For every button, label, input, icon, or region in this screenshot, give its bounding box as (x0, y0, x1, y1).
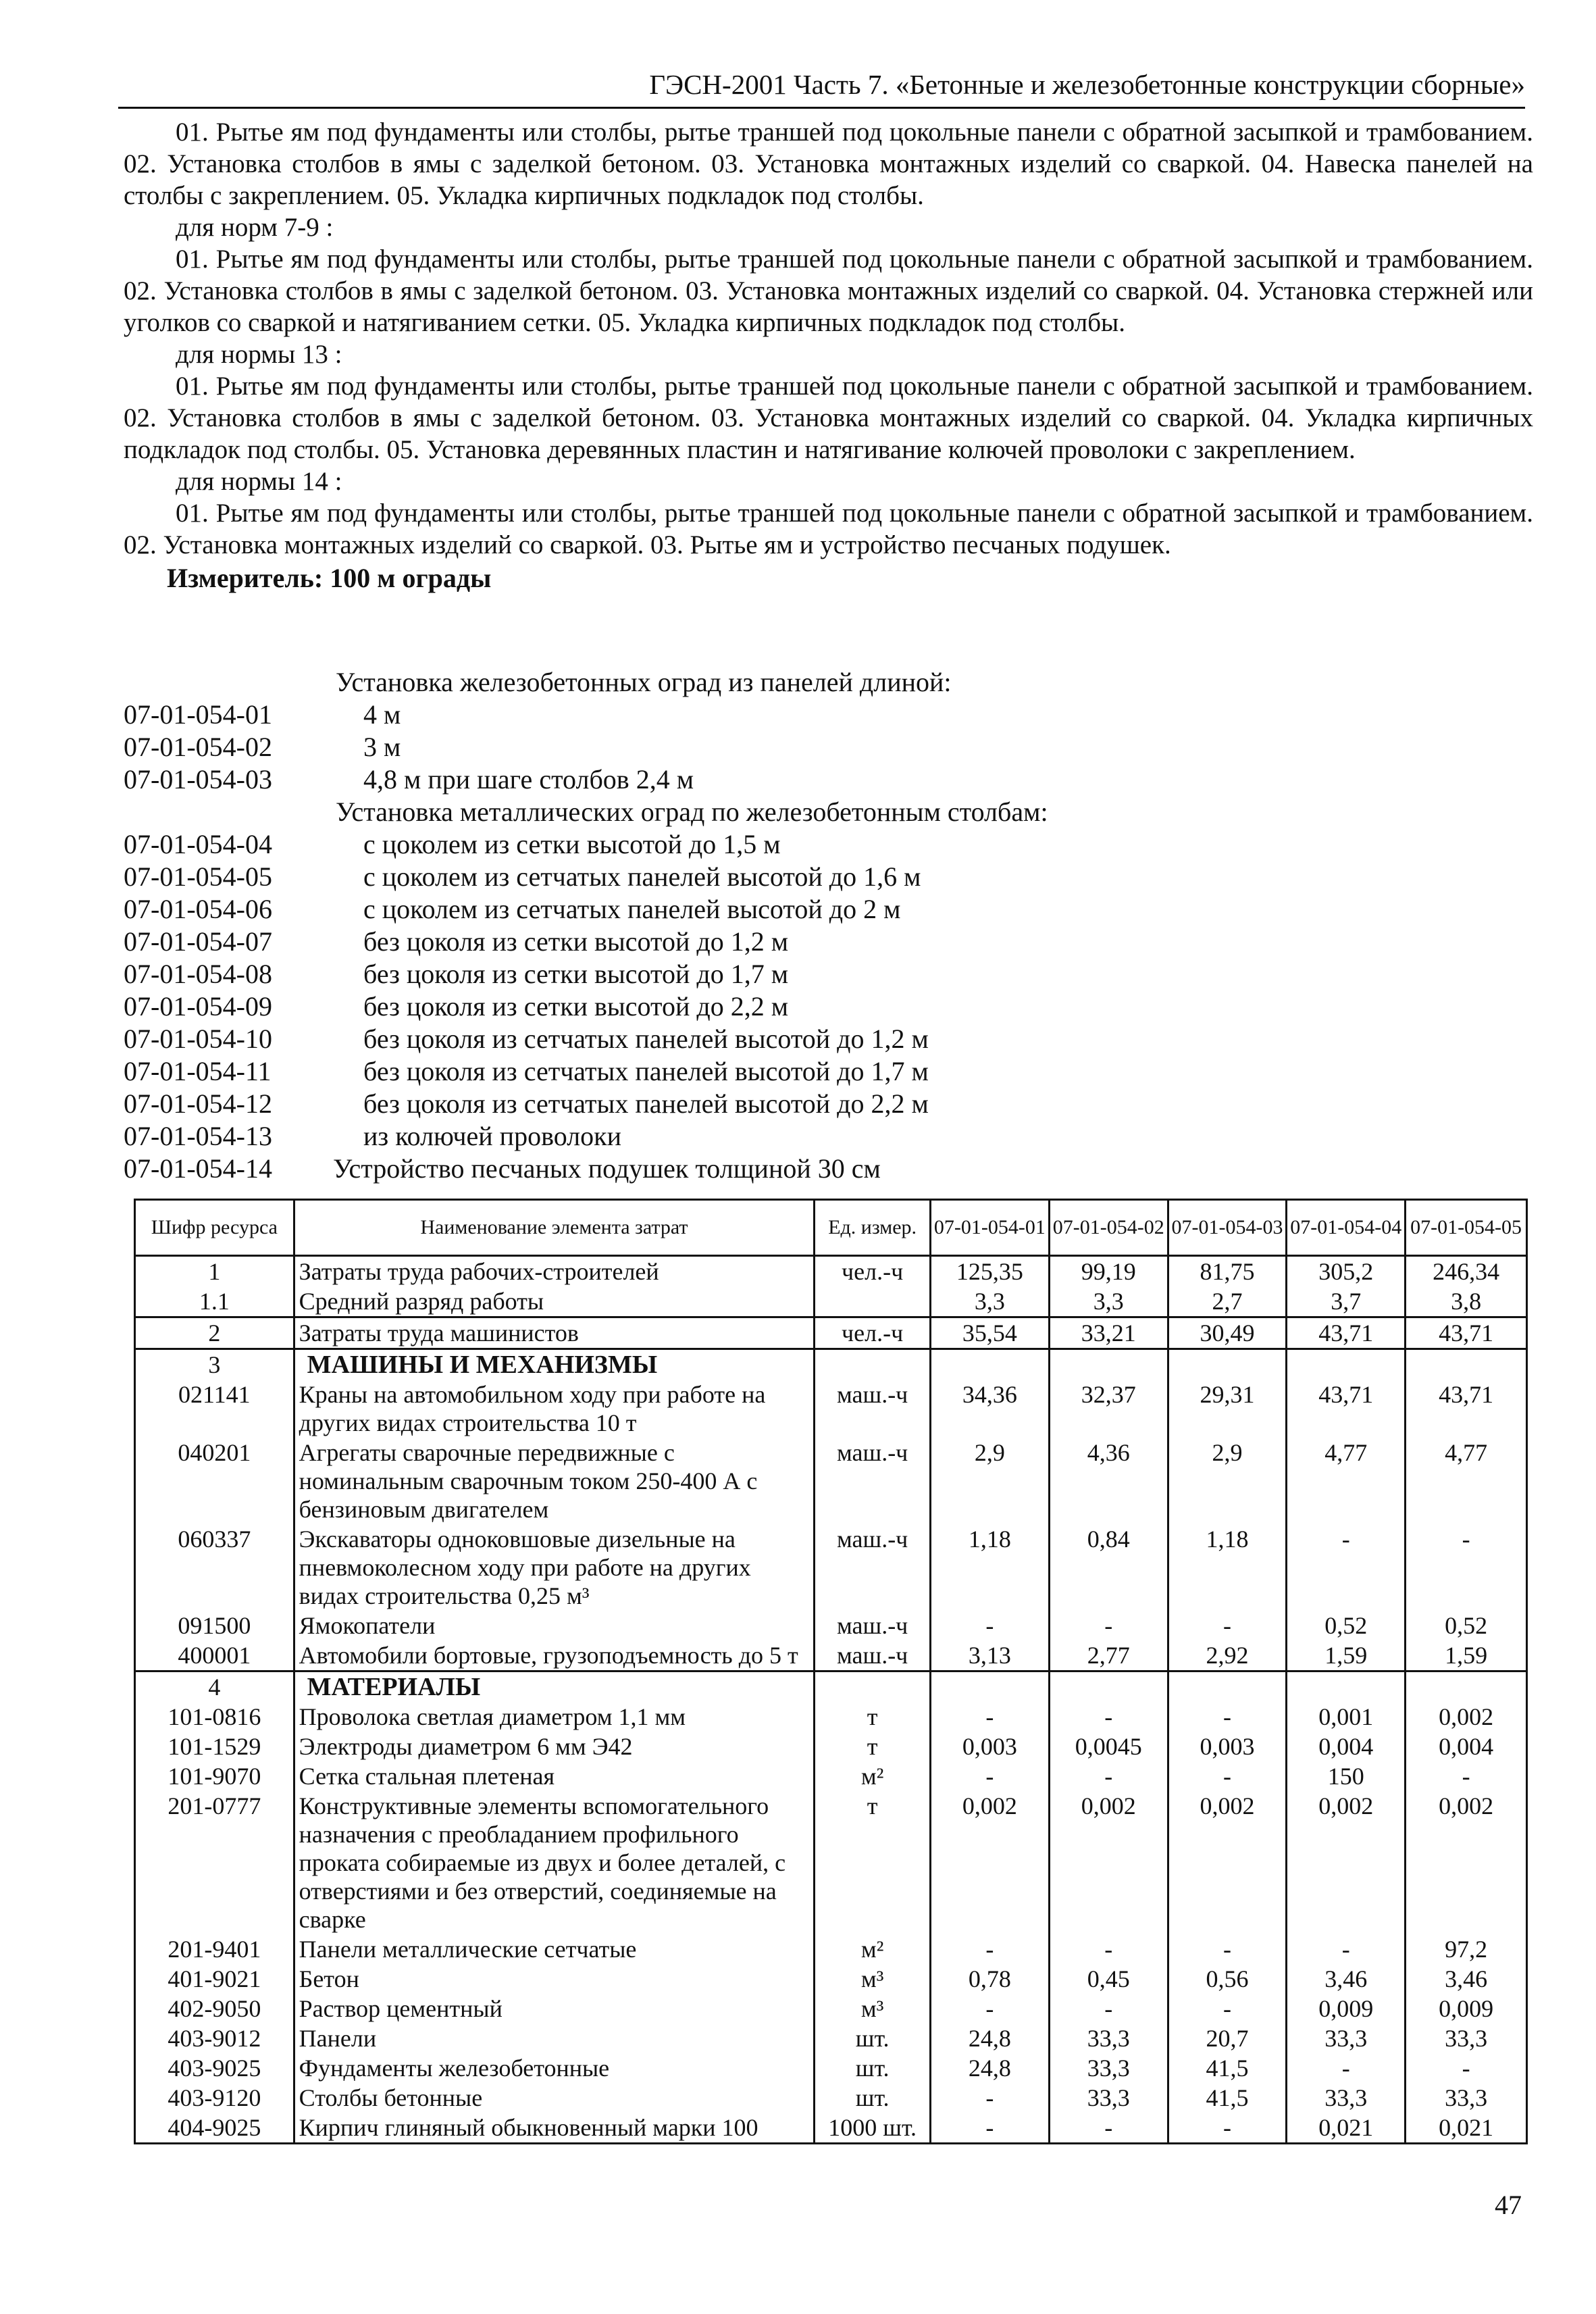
column-header: 07-01-054-02 (1049, 1200, 1168, 1256)
table-row (135, 1438, 1527, 1524)
norm-code: 07-01-054-10 (124, 1024, 272, 1054)
work-description: 01. Рытье ям под фундаменты или столбы, рытье траншей под цокольные панели с обратной засыпкой и трамбованием. 02. Установка столбов в ямы с заделкой бетоном. 03. Установка монтажных изделий со сваркой. 04. Установка стержней или уголков со сваркой и натягиванием сетки. 05. Укладка кирпичных подкладок под столбы. (124, 245, 1533, 337)
norm-item (124, 1055, 1533, 1088)
resource-unit: м³ (815, 1994, 931, 2023)
norm-value: 99,19 (1049, 1256, 1168, 1287)
norm-value: 246,34 (1406, 1256, 1527, 1287)
resource-name: Экскаваторы одноковшовые дизельные на пневмоколесном ходу при работе на других видах строительства 0,25 м³ (294, 1524, 815, 1611)
norm-value: - (931, 1611, 1050, 1640)
table-row (135, 2053, 1527, 2083)
table-row (135, 1791, 1527, 1934)
resource-name: Электроды диаметром 6 мм Э42 (294, 1732, 815, 1761)
resource-unit (815, 1286, 931, 1317)
norm-value: 33,3 (1049, 2023, 1168, 2053)
norm-value: 3,3 (1049, 1286, 1168, 1317)
resource-unit: т (815, 1732, 931, 1761)
norm-title: без цоколя из сетчатых панелей высотой до 2,2 м (363, 1088, 929, 1119)
resource-code: 101-0816 (135, 1702, 294, 1732)
norm-value: - (1168, 1702, 1287, 1732)
norm-value: - (1406, 2053, 1527, 2083)
norm-value: 1,18 (1168, 1524, 1287, 1611)
table-row (135, 1732, 1527, 1761)
norm-value: 43,71 (1406, 1317, 1527, 1349)
norm-code: 07-01-054-14 (124, 1153, 272, 1184)
norm-item (124, 828, 1533, 861)
table-row (135, 1256, 1527, 1287)
norm-value: 0,84 (1049, 1524, 1168, 1611)
norm-value: - (1406, 1524, 1527, 1611)
resource-name: Конструктивные элементы вспомогательного назначения с преобладанием профильного проката собираемые из двух и более деталей, с отверстиями и без отверстий, соединяемые на сварке (294, 1791, 815, 1934)
resource-unit: шт. (815, 2023, 931, 2053)
norm-title: с цоколем из сетки высотой до 1,5 м (363, 829, 781, 859)
resource-name: Затраты труда машинистов (294, 1317, 815, 1349)
norm-value: 33,3 (1406, 2083, 1527, 2113)
norm-value (1406, 1671, 1527, 1703)
norm-value (1049, 1671, 1168, 1703)
table-header-row (135, 1200, 1527, 1256)
column-header: 07-01-054-03 (1168, 1200, 1287, 1256)
norm-code: 07-01-054-07 (124, 926, 272, 957)
table-row (135, 1317, 1527, 1349)
resource-code: 101-1529 (135, 1732, 294, 1761)
resource-unit: чел.-ч (815, 1317, 931, 1349)
norm-value: - (1168, 1994, 1287, 2023)
table-row (135, 1286, 1527, 1317)
norm-scope-label: для нормы 13 : (176, 340, 342, 369)
table-row (135, 2023, 1527, 2053)
resource-unit: т (815, 1702, 931, 1732)
norm-value: 0,002 (1406, 1791, 1527, 1934)
norm-value: - (931, 2083, 1050, 2113)
table-row (135, 1349, 1527, 1380)
norm-value: - (1049, 1702, 1168, 1732)
norm-value: 0,004 (1406, 1732, 1527, 1761)
norm-value: 1,59 (1406, 1640, 1527, 1671)
norm-code: 07-01-054-02 (124, 732, 272, 762)
norm-value: 3,46 (1406, 1964, 1527, 1994)
table-row (135, 1671, 1527, 1703)
resource-unit: 1000 шт. (815, 2113, 931, 2144)
norm-title: с цоколем из сетчатых панелей высотой до 1,6 м (363, 861, 921, 892)
resource-code: 1.1 (135, 1286, 294, 1317)
table-row (135, 2113, 1527, 2144)
norm-value: - (1049, 1761, 1168, 1791)
norm-code: 07-01-054-11 (124, 1056, 272, 1086)
resource-unit: шт. (815, 2083, 931, 2113)
norm-value: 33,3 (1287, 2083, 1406, 2113)
norm-value: 0,003 (931, 1732, 1050, 1761)
norm-value: 3,8 (1406, 1286, 1527, 1317)
measure-value: 100 м ограды (330, 563, 492, 593)
resource-name: Автомобили бортовые, грузоподъемность до 5 т (294, 1640, 815, 1671)
column-header: Шифр ресурса (135, 1200, 294, 1256)
page-number: 47 (1495, 2190, 1522, 2220)
norm-value: - (1287, 1934, 1406, 1964)
resource-name: Краны на автомобильном ходу при работе на других видах строительства 10 т (294, 1380, 815, 1438)
norm-value: - (1049, 1994, 1168, 2023)
norm-value: 34,36 (931, 1380, 1050, 1438)
resource-name: Агрегаты сварочные передвижные с номинальным сварочным током 250-400 А с бензиновым двигателем (294, 1438, 815, 1524)
resource-unit (815, 1349, 931, 1380)
norm-value: 2,7 (1168, 1286, 1287, 1317)
resource-name: Бетон (294, 1964, 815, 1994)
column-header: Ед. измер. (815, 1200, 931, 1256)
norm-value: - (1168, 1934, 1287, 1964)
resource-unit: чел.-ч (815, 1256, 931, 1287)
norm-value: - (1168, 1761, 1287, 1791)
norm-value: - (931, 1702, 1050, 1732)
resource-unit: маш.-ч (815, 1524, 931, 1611)
norm-code: 07-01-054-13 (124, 1121, 272, 1151)
norm-value: 33,3 (1406, 2023, 1527, 2053)
resource-unit: маш.-ч (815, 1640, 931, 1671)
norm-value (1168, 1671, 1287, 1703)
norm-value: - (1049, 1611, 1168, 1640)
norm-value: 0,002 (1287, 1791, 1406, 1934)
norm-value: 97,2 (1406, 1934, 1527, 1964)
norm-value: 0,003 (1168, 1732, 1287, 1761)
table-row (135, 1640, 1527, 1671)
resource-code: 1 (135, 1256, 294, 1287)
table-row (135, 1964, 1527, 1994)
resource-code: 402-9050 (135, 1994, 294, 2023)
resource-name: Фундаменты железобетонные (294, 2053, 815, 2083)
resource-code: 2 (135, 1317, 294, 1349)
norm-value: 43,71 (1406, 1380, 1527, 1438)
norm-value: 24,8 (931, 2023, 1050, 2053)
norm-item (124, 1088, 1533, 1120)
norm-title: Устройство песчаных подушек толщиной 30 см (333, 1153, 881, 1184)
resource-code: 201-9401 (135, 1934, 294, 1964)
column-header: 07-01-054-05 (1406, 1200, 1527, 1256)
resource-code: 403-9120 (135, 2083, 294, 2113)
norm-value: - (1049, 1934, 1168, 1964)
norm-value: 20,7 (1168, 2023, 1287, 2053)
resource-name: Раствор цементный (294, 1994, 815, 2023)
norm-item (124, 861, 1533, 893)
resource-code: 101-9070 (135, 1761, 294, 1791)
norm-value: - (1406, 1761, 1527, 1791)
norm-value: 0,004 (1287, 1732, 1406, 1761)
norm-value: - (931, 1934, 1050, 1964)
measure-line (124, 562, 1533, 594)
norm-value: 0,45 (1049, 1964, 1168, 1994)
running-header: ГЭСН-2001 Часть 7. «Бетонные и железобетонные конструкции сборные» (118, 66, 1525, 109)
norm-value: 2,9 (931, 1438, 1050, 1524)
norm-value: 0,021 (1406, 2113, 1527, 2144)
table-row (135, 1524, 1527, 1611)
norm-value: 2,9 (1168, 1438, 1287, 1524)
resource-unit (815, 1671, 931, 1703)
norm-title: с цоколем из сетчатых панелей высотой до 2 м (363, 894, 901, 924)
resource-code: 401-9021 (135, 1964, 294, 1994)
resource-name: Средний разряд работы (294, 1286, 815, 1317)
norm-value: 33,3 (1287, 2023, 1406, 2053)
norm-value: 1,18 (931, 1524, 1050, 1611)
norm-value: 4,77 (1406, 1438, 1527, 1524)
norm-code: 07-01-054-05 (124, 861, 272, 892)
norm-value: - (1049, 2113, 1168, 2144)
resource-code: 403-9025 (135, 2053, 294, 2083)
table-row (135, 2083, 1527, 2113)
norm-value: 41,5 (1168, 2083, 1287, 2113)
norm-item (124, 958, 1533, 990)
norm-value: 30,49 (1168, 1317, 1287, 1349)
resource-code: 091500 (135, 1611, 294, 1640)
norm-item (124, 1023, 1533, 1055)
resource-code: 4 (135, 1671, 294, 1703)
norm-group-heading: Установка металлических оград по железобетонным столбам: (336, 797, 1048, 827)
norm-value: - (1287, 1524, 1406, 1611)
resource-name: Затраты труда рабочих-строителей (294, 1256, 815, 1287)
norm-value: 32,37 (1049, 1380, 1168, 1438)
norm-value (1287, 1349, 1406, 1380)
norm-value (931, 1349, 1050, 1380)
norm-value: 35,54 (931, 1317, 1050, 1349)
norm-value: - (931, 2113, 1050, 2144)
norm-value: 3,46 (1287, 1964, 1406, 1994)
norm-item (124, 763, 1533, 796)
norm-value: 0,52 (1287, 1611, 1406, 1640)
resource-unit: шт. (815, 2053, 931, 2083)
norm-value: 0,56 (1168, 1964, 1287, 1994)
norm-value: 81,75 (1168, 1256, 1287, 1287)
column-header: 07-01-054-01 (931, 1200, 1050, 1256)
norm-value: 3,3 (931, 1286, 1050, 1317)
section-title: МАШИНЫ И МЕХАНИЗМЫ (294, 1349, 815, 1380)
norm-value: 0,002 (1406, 1702, 1527, 1732)
intro-text (124, 116, 1533, 594)
resource-code: 201-0777 (135, 1791, 294, 1934)
norm-value: 0,78 (931, 1964, 1050, 1994)
norm-code: 07-01-054-03 (124, 764, 272, 795)
table-row (135, 1934, 1527, 1964)
norm-group-heading: Установка железобетонных оград из панелей длиной: (336, 667, 952, 697)
resource-code: 060337 (135, 1524, 294, 1611)
resource-unit: маш.-ч (815, 1438, 931, 1524)
norm-value: 43,71 (1287, 1317, 1406, 1349)
norm-title: без цоколя из сетчатых панелей высотой до 1,7 м (363, 1056, 929, 1086)
resource-code: 040201 (135, 1438, 294, 1524)
work-description: 01. Рытье ям под фундаменты или столбы, рытье траншей под цокольные панели с обратной засыпкой и трамбованием. 02. Установка столбов в ямы с заделкой бетоном. 03. Установка монтажных изделий со сваркой. 04. Укладка кирпичных подкладок под столбы. 05. Установка деревянных пластин и натягивание колючей проволоки с закреплением. (124, 372, 1533, 464)
norm-value: - (931, 1761, 1050, 1791)
norm-value: 0,001 (1287, 1702, 1406, 1732)
norm-value: 150 (1287, 1761, 1406, 1791)
table-row (135, 1761, 1527, 1791)
norm-value: 29,31 (1168, 1380, 1287, 1438)
norm-list (124, 666, 1533, 1185)
resource-name: Ямокопатели (294, 1611, 815, 1640)
norm-item (124, 1120, 1533, 1153)
column-header: 07-01-054-04 (1287, 1200, 1406, 1256)
norm-item (124, 699, 1533, 731)
resource-code: 021141 (135, 1380, 294, 1438)
norm-value (1168, 1349, 1287, 1380)
norm-value: 0,009 (1406, 1994, 1527, 2023)
norm-item (124, 926, 1533, 958)
norm-title: 4 м (363, 699, 401, 730)
norm-value: 4,77 (1287, 1438, 1406, 1524)
work-description: 01. Рытье ям под фундаменты или столбы, рытье траншей под цокольные панели с обратной засыпкой и трамбованием. 02. Установка столбов в ямы с заделкой бетоном. 03. Установка монтажных изделий со сваркой. 04. Навеска панелей на столбы с закреплением. 05. Укладка кирпичных подкладок под столбы. (124, 118, 1533, 210)
norm-value (1287, 1671, 1406, 1703)
resource-name: Проволока светлая диаметром 1,1 мм (294, 1702, 815, 1732)
norm-item (124, 1153, 1533, 1185)
norm-code: 07-01-054-01 (124, 699, 272, 730)
resource-name: Панели (294, 2023, 815, 2053)
resource-code: 3 (135, 1349, 294, 1380)
resource-code: 403-9012 (135, 2023, 294, 2053)
norm-value: 33,3 (1049, 2083, 1168, 2113)
resource-unit: маш.-ч (815, 1611, 931, 1640)
resource-code: 404-9025 (135, 2113, 294, 2144)
norm-value: - (1287, 2053, 1406, 2083)
norm-scope-label: для нормы 14 : (176, 467, 342, 496)
norm-value: 33,3 (1049, 2053, 1168, 2083)
resource-unit: м² (815, 1934, 931, 1964)
norm-code: 07-01-054-06 (124, 894, 272, 924)
norm-value: 43,71 (1287, 1380, 1406, 1438)
norm-value: 0,0045 (1049, 1732, 1168, 1761)
norm-code: 07-01-054-09 (124, 991, 272, 1022)
norm-value: 3,7 (1287, 1286, 1406, 1317)
norm-value: 0,009 (1287, 1994, 1406, 2023)
norm-title: без цоколя из сетки высотой до 2,2 м (363, 991, 789, 1022)
norm-value (1049, 1349, 1168, 1380)
norm-value: 2,77 (1049, 1640, 1168, 1671)
norm-value: - (1168, 2113, 1287, 2144)
norm-scope-label: для норм 7-9 : (176, 213, 334, 242)
norm-title: 3 м (363, 732, 401, 762)
resource-unit: маш.-ч (815, 1380, 931, 1438)
norm-value (931, 1671, 1050, 1703)
resource-name: Кирпич глиняный обыкновенный марки 100 (294, 2113, 815, 2144)
norm-value: 4,36 (1049, 1438, 1168, 1524)
norm-title: без цоколя из сетчатых панелей высотой до 1,2 м (363, 1024, 929, 1054)
norm-value: - (931, 1994, 1050, 2023)
table-row (135, 1611, 1527, 1640)
section-title: МАТЕРИАЛЫ (294, 1671, 815, 1703)
resource-unit: м³ (815, 1964, 931, 1994)
table-row (135, 1994, 1527, 2023)
norm-value: 1,59 (1287, 1640, 1406, 1671)
norm-value: 305,2 (1287, 1256, 1406, 1287)
resource-table (134, 1199, 1528, 2144)
work-description: 01. Рытье ям под фундаменты или столбы, рытье траншей под цокольные панели с обратной засыпкой и трамбованием. 02. Установка монтажных изделий со сваркой. 03. Рытье ям и устройство песчаных подушек. (124, 499, 1533, 559)
resource-unit: м² (815, 1761, 931, 1791)
norm-item (124, 893, 1533, 926)
resource-name: Сетка стальная плетеная (294, 1761, 815, 1791)
norm-code: 07-01-054-08 (124, 959, 272, 989)
norm-value: 0,021 (1287, 2113, 1406, 2144)
norm-code: 07-01-054-04 (124, 829, 272, 859)
resource-name: Столбы бетонные (294, 2083, 815, 2113)
norm-value: 2,92 (1168, 1640, 1287, 1671)
norm-title: без цоколя из сетки высотой до 1,7 м (363, 959, 789, 989)
table-row (135, 1380, 1527, 1438)
norm-value (1406, 1349, 1527, 1380)
column-header: Наименование элемента затрат (294, 1200, 815, 1256)
resource-code: 400001 (135, 1640, 294, 1671)
norm-code: 07-01-054-12 (124, 1088, 272, 1119)
norm-value: 33,21 (1049, 1317, 1168, 1349)
norm-value: 41,5 (1168, 2053, 1287, 2083)
norm-title: без цоколя из сетки высотой до 1,2 м (363, 926, 789, 957)
norm-value: 24,8 (931, 2053, 1050, 2083)
norm-value: 125,35 (931, 1256, 1050, 1287)
norm-value: 3,13 (931, 1640, 1050, 1671)
resource-name: Панели металлические сетчатые (294, 1934, 815, 1964)
norm-value: 0,002 (1168, 1791, 1287, 1934)
table-row (135, 1702, 1527, 1732)
norm-value: 0,52 (1406, 1611, 1527, 1640)
norm-item (124, 990, 1533, 1023)
norm-value: - (1168, 1611, 1287, 1640)
measure-label: Измеритель: (167, 563, 324, 593)
norm-value: 0,002 (931, 1791, 1050, 1934)
norm-title: из колючей проволоки (363, 1121, 621, 1151)
norm-item (124, 731, 1533, 763)
resource-unit: т (815, 1791, 931, 1934)
norm-value: 0,002 (1049, 1791, 1168, 1934)
norm-title: 4,8 м при шаге столбов 2,4 м (363, 764, 694, 795)
